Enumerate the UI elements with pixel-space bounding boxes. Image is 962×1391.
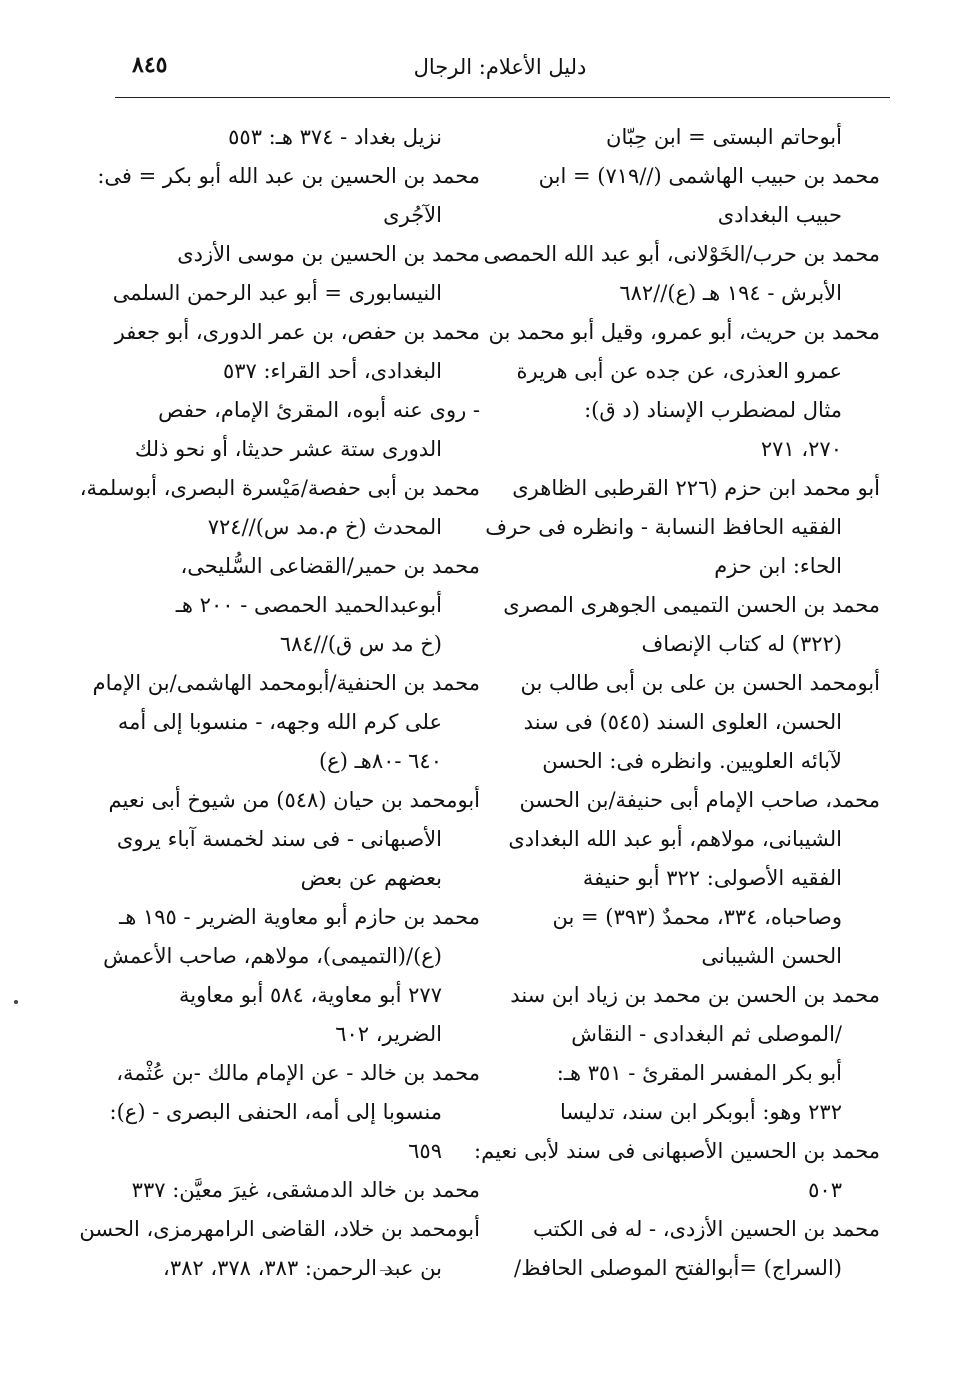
index-line: بعضهم عن بعض xyxy=(300,866,442,890)
index-line: محمد بن أبى حفصة/مَيْسرة البصرى، أبوسلمة، xyxy=(79,476,480,500)
index-line: /الموصلى ثم البغدادى - النقاش xyxy=(571,1022,842,1046)
index-line: البغدادى، أحد القراء: ٥٣٧ xyxy=(222,359,442,383)
index-line: بن عبد الرحمن: ٣٨٣، ٣٧٨، ٣٨٢، xyxy=(163,1256,442,1280)
index-line: أبومحمد بن حيان (٥٤٨) من شيوخ أبى نعيم xyxy=(108,788,480,812)
index-line: محمد بن الحنفية/أبومحمد الهاشمى/بن الإمام xyxy=(92,671,480,695)
index-line: أبوعبدالحميد الحمصى - ٢٠٠ هـ xyxy=(175,593,442,617)
index-line: محمد بن حازم أبو معاوية الضرير - ١٩٥ هـ xyxy=(119,905,480,929)
index-line: (ع)/(التميمى)، مولاهم، صاحب الأعمش xyxy=(103,944,442,968)
page-number: ٨٤٥ xyxy=(132,52,168,78)
index-line: محمد بن حريث، أبو عمرو، وقيل أبو محمد بن xyxy=(488,320,880,344)
index-line: أبومحمد بن خلاد، القاضى الرامهرمزى، الحسن xyxy=(79,1217,480,1241)
index-line: ٢٣٢ وهو: أبوبكر ابن سند، تدليسا xyxy=(559,1100,842,1124)
index-line: محمد بن الحسين الأزدى، - له فى الكتب xyxy=(533,1217,880,1241)
index-line: الشيبانى، مولاهم، أبو عبد الله البغدادى xyxy=(508,827,842,851)
index-line: أبو محمد ابن حزم (٢٢٦ القرطبى الظاهرى xyxy=(512,476,880,500)
index-line: محمد بن الحسين الأصبهانى فى سند لأبى نعيم: xyxy=(474,1139,880,1163)
index-line: نزيل بغداد - ٣٧٤ هـ: ٥٥٣ xyxy=(228,125,442,149)
footer-mark xyxy=(380,1270,394,1271)
index-line: محمد بن حرب/الخَوْلانى، أبو عبد الله الحمصى xyxy=(483,242,880,266)
index-line: الآجُرى xyxy=(383,203,442,227)
index-line: ٦٤٠ -٨٠هـ (ع) xyxy=(318,749,442,773)
header-rule xyxy=(115,97,890,98)
right-column xyxy=(474,118,880,1288)
index-line: الدورى ستة عشر حديثا، أو نحو ذلك xyxy=(134,437,442,461)
index-line: (السراج) =أبوالفتح الموصلى الحافظ/ xyxy=(514,1256,842,1280)
index-line: محمد بن الحسن التميمى الجوهرى المصرى xyxy=(503,593,880,617)
index-line: الفقيه الأصولى: ٣٢٢ أبو حنيفة xyxy=(582,866,842,890)
index-line: ٢٧٧ أبو معاوية، ٥٨٤ أبو معاوية xyxy=(179,983,442,1007)
index-line: أبو بكر المفسر المقرئ - ٣٥١ هـ: xyxy=(556,1061,842,1085)
index-line: عمرو العذرى، عن جده عن أبى هريرة xyxy=(516,359,842,383)
index-line: - روى عنه أبوه، المقرئ الإمام، حفص xyxy=(158,398,480,422)
index-line: أبومحمد الحسن بن على بن أبى طالب بن xyxy=(520,671,880,695)
index-line: على كرم الله وجهه، - منسوبا إلى أمه xyxy=(117,710,442,734)
index-line: محمد بن خالد - عن الإمام مالك -بن عُثْمة، xyxy=(116,1061,480,1085)
index-line: محمد بن خالد الدمشقى، غيرَ معيَّن: ٣٣٧ xyxy=(131,1178,480,1202)
index-line: الفقيه الحافظ النسابة - وانظره فى حرف xyxy=(485,515,842,539)
index-line: الأصبهانى - فى سند لخمسة آباء يروى xyxy=(116,827,442,851)
left-column xyxy=(79,118,480,1288)
index-line: الحسن الشيبانى xyxy=(701,944,842,968)
index-line: الأبرش - ١٩٤ هـ (ع)//٦٨٢ xyxy=(619,281,842,305)
index-line: ٥٠٣ xyxy=(808,1178,842,1202)
index-line: (٣٢٢) له كتاب الإنصاف xyxy=(641,632,842,656)
index-line: محمد بن حبيب الهاشمى (//٧١٩) = ابن xyxy=(538,164,880,188)
index-line: أبوحاتم البستى = ابن حِبّان xyxy=(606,125,842,149)
index-line: الحاء: ابن حزم xyxy=(714,554,842,578)
index-line: لآبائه العلويين. وانظره فى: الحسن xyxy=(542,749,842,773)
index-line: وصاحباه، ٣٣٤، محمدٌ (٣٩٣) = بن xyxy=(552,905,842,929)
index-line: محمد بن الحسن بن محمد بن زياد ابن سند xyxy=(510,983,880,1007)
index-line: النيسابورى = أبو عبد الرحمن السلمى xyxy=(112,281,442,305)
index-line: محمد بن الحسين بن عبد الله أبو بكر = فى: xyxy=(97,164,480,188)
index-line: المحدث (خ م.مد س)//٧٢٤ xyxy=(207,515,442,539)
running-header-title: دليل الأعلام: الرجال xyxy=(413,55,587,79)
index-line: محمد بن الحسين بن موسى الأزدى xyxy=(177,242,480,266)
index-line: الحسن، العلوى السند (٥٤٥) فى سند xyxy=(523,710,842,734)
index-line: حبيب البغدادى xyxy=(717,203,842,227)
index-line: الضرير، ٦٠٢ xyxy=(335,1022,442,1046)
index-line: (خ مد س ق)//٦٨٤ xyxy=(279,632,442,656)
index-line: ٢٧٠، ٢٧١ xyxy=(760,437,842,461)
index-line: ٦٥٩ xyxy=(408,1139,442,1163)
index-line: محمد، صاحب الإمام أبى حنيفة/بن الحسن xyxy=(519,788,880,812)
index-line: منسوبا إلى أمه، الحنفى البصرى - (ع): xyxy=(109,1100,442,1124)
scan-speck xyxy=(14,1000,18,1004)
index-line: محمد بن حمير/القضاعى السُّليحى، xyxy=(180,554,480,578)
index-line: محمد بن حفص، بن عمر الدورى، أبو جعفر xyxy=(114,320,480,344)
index-line: مثال لمضطرب الإسناد (د ق): xyxy=(584,398,842,422)
